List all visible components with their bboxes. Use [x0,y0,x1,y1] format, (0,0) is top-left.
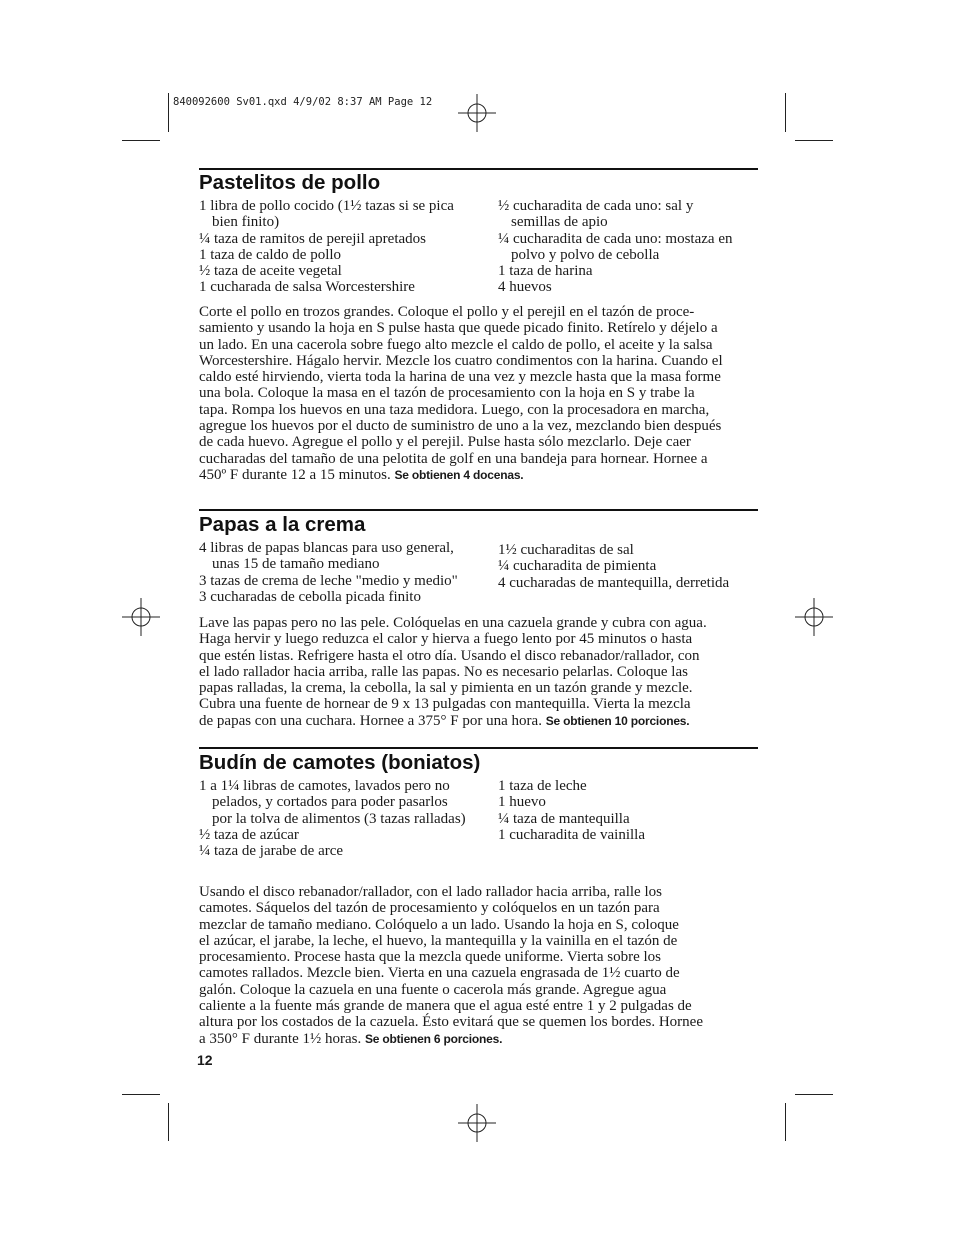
instructions [199,304,759,483]
ingredient: 4 cucharadas de mantequilla, derretida [498,574,730,591]
instruction-line: un lado. En una cacerola sobre fuego alto mezcle el caldo de pollo, el aceite y la salsa [199,336,713,353]
section-rule [199,747,758,749]
instruction-line: el lado rallador hacia arriba, ralle las papas. No es necesario pelarlas. Coloque las [199,663,688,680]
ingredient: 3 cucharadas de cebolla picada finito [199,588,421,605]
instruction-line: caldo esté hirviendo, vierta toda la harina de una vez y mezcle hasta que la masa forme [199,369,721,386]
instruction-line: el azúcar, el jarabe, la leche, el huevo, la mantequilla y la vainilla en el tazón de [199,932,678,949]
ingredient: 4 libras de papas blancas para uso general, unas 15 de tamaño mediano [199,540,454,573]
instruction-line [199,713,759,729]
ingredients-left [199,778,479,859]
instruction-line: que estén listas. Refrigere hasta el otro día. Usando el disco rebanador/rallador, con [199,647,700,664]
ingredient: 4 huevos [498,279,552,296]
crop-mark [785,93,786,132]
file-slug: 840092600 Sv01.qxd 4/9/02 8:37 AM Page 12 [173,96,433,108]
crop-mark [795,140,833,141]
ingredient: 1 huevo [498,794,546,811]
ingredient: ½ cucharadita de cada uno: sal y semillas de apio [498,198,694,231]
instruction-line: camotes. Sáquelos del tazón de procesamiento y colóquelos en un tazón para [199,900,660,917]
instruction-line: papas ralladas, la crema, la cebolla, la sal y pimienta en un tazón grande y mezcle. [199,680,693,697]
ingredient: 1 cucharada de salsa Worcestershire [199,279,415,296]
ingredient: 1 taza de caldo de pollo [199,246,342,263]
instruction-line: cucharadas del tamaño de una pelotita de golf en una bandeja para hornear. Hornee a [199,450,708,467]
instruction-line: Lave las papas pero no las pele. Colóquelas en una cazuela grande y cubra con agua. [199,615,707,631]
instruction-line: samiento y usando la hoja en S pulse hasta que quede picado finito. Retírelo y déjelo a [199,320,718,337]
instruction-text: de papas con una cuchara. Hornee a 375° F por una hora. [199,712,542,729]
instruction-line [199,1031,759,1047]
section-rule [199,168,758,170]
registration-mark-icon [458,94,496,132]
instruction-line: mezclar de tamaño mediano. Colóquelo a un lado. Usando la hoja en S, coloque [199,916,679,933]
instruction-line: Haga hervir y luego reduzca el calor y hierva a fuego lento por 45 minutos o hasta [199,631,693,648]
instruction-line: camotes rallados. Mezcle bien. Vierta en una cazuela engrasada de 1½ cuarto de [199,965,680,982]
ingredients-left [199,540,489,605]
ingredient: ½ taza de azúcar [199,826,299,843]
recipe-title: Pastelitos de pollo [199,171,381,194]
instruction-line: galón. Coloque la cazuela en una fuente o cacerola más grande. Agregue agua [199,981,667,998]
recipe-title: Budín de camotes (boniatos) [199,751,481,774]
ingredient: 1 cucharadita de vainilla [498,826,646,843]
ingredient: ¼ taza de jarabe de arce [199,843,344,860]
crop-mark [122,140,160,141]
ingredients-right [498,198,748,296]
ingredient: 1½ cucharaditas de sal [498,542,634,558]
crop-mark [168,93,169,132]
ingredient: 1 libra de pollo cocido (1½ tazas si se pica bien finito) [199,198,454,231]
instructions [199,615,759,729]
ingredient: ¼ cucharadita de pimienta [498,558,657,575]
instruction-line: de cada huevo. Agregue el pollo y el perejil. Pulse hasta sólo mezclarlo. Deje caer [199,434,691,451]
yield: Se obtienen 10 porciones. [545,713,690,728]
instruction-text: 450º F durante 12 a 15 minutos. [199,466,391,483]
ingredient: ¼ taza de mantequilla [498,810,630,827]
page-number: 12 [197,1052,213,1068]
instruction-line: Usando el disco rebanador/rallador, con el lado rallador hacia arriba, ralle los [199,884,662,900]
instruction-line: agregue los huevos por el ducto de suministro de uno a la vez, mezclando bien después [199,418,722,435]
registration-mark-icon [458,1104,496,1142]
yield: Se obtienen 6 porciones. [364,1031,503,1046]
crop-mark [795,1094,833,1095]
ingredient: ¼ taza de ramitos de perejil apretados [199,230,426,247]
ingredients-right [498,542,758,591]
ingredient: 1 taza de harina [498,263,593,280]
instruction-text: a 350° F durante 1½ horas. [199,1030,362,1047]
ingredient: 3 tazas de crema de leche "medio y medio" [199,572,458,589]
instruction-line: Corte el pollo en trozos grandes. Coloque el pollo y el perejil en el tazón de proce- [199,304,695,320]
ingredient: 1 taza de leche [498,778,587,794]
ingredient: ¼ cucharadita de cada uno: mostaza en polvo y polvo de cebolla [498,230,733,263]
recipe-title: Papas a la crema [199,513,366,536]
instruction-line: procesamiento. Procese hasta que la mezcla quede uniforme. Vierta sobre los [199,949,661,966]
section-rule [199,509,758,511]
registration-mark-icon [795,598,833,636]
ingredient: ½ taza de aceite vegetal [199,263,342,280]
ingredients-right [498,778,748,843]
instruction-line: Worcestershire. Hágalo hervir. Mezcle los cuatro condimentos con la harina. Cuando el [199,352,723,369]
crop-mark [168,1103,169,1141]
registration-mark-icon [122,598,160,636]
instruction-line: altura por los costados de la cazuela. Ésto evitará que se quemen los bordes. Hornee [199,1014,703,1031]
crop-mark [785,1103,786,1141]
instruction-line: tapa. Rompa los huevos en una taza medidora. Luego, con la procesadora en marcha, [199,401,710,418]
instruction-line [199,467,759,483]
yield: Se obtienen 4 docenas. [394,467,524,482]
instruction-line: una bola. Coloque la masa en el tazón de procesamiento con la hoja en S y trabe la [199,385,695,402]
ingredient: 1 a 1¼ libras de camotes, lavados pero no pelados, y cortados para poder pasarlos por la tolva de alimentos (3 tazas ralladas) [199,778,466,827]
ingredients-left [199,198,479,296]
instruction-line: Cubra una fuente de hornear de 9 x 13 pulgadas con mantequilla. Vierta la mezcla [199,696,691,713]
crop-mark [122,1094,160,1095]
instructions [199,884,759,1047]
instruction-line: caliente a la fuente más grande de manera que el agua esté entre 1 y 2 pulgadas de [199,998,692,1015]
